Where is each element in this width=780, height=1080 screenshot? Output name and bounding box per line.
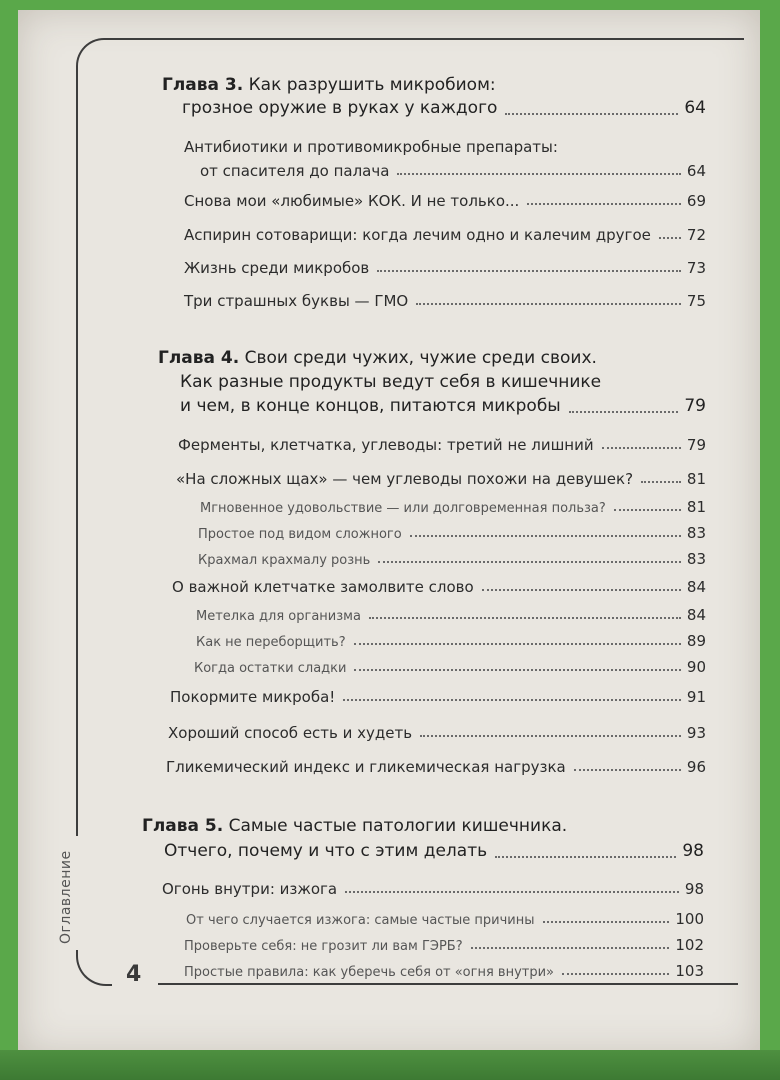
subsection-4-3-1-entry[interactable]	[196, 606, 706, 624]
page-edge	[0, 1050, 780, 1080]
chapter-3-page: 64	[684, 98, 706, 118]
chapter-5-label: Глава 5.	[142, 816, 224, 836]
section-3-2-title: Снова мои «любимые» КОК. И не только...	[184, 192, 520, 210]
section-4-2-page: 81	[686, 470, 706, 488]
leader-dots	[562, 972, 669, 975]
section-3-2-page: 69	[686, 192, 706, 210]
leader-dots	[602, 446, 681, 449]
leader-dots	[416, 302, 681, 305]
section-4-4-title: Покормите микроба!	[170, 688, 336, 706]
chapter-3-entry[interactable]	[182, 97, 706, 120]
leader-dots	[410, 534, 681, 537]
chapter-3-title-line-1: Как разрушить микробиом:	[248, 75, 496, 95]
leader-dots	[345, 890, 679, 893]
leader-dots	[343, 698, 681, 701]
subsection-4-3-3-page: 90	[686, 658, 706, 676]
section-4-3-page: 84	[686, 578, 706, 596]
subsection-4-2-2-entry[interactable]	[198, 524, 706, 542]
subsection-5-1-2-entry[interactable]	[184, 936, 704, 954]
subsection-5-1-1-entry[interactable]	[186, 910, 704, 928]
section-3-5-page: 75	[686, 292, 706, 310]
subsection-4-3-2-title: Как не переборщить?	[196, 635, 346, 650]
chapter-4-page: 79	[684, 396, 706, 416]
section-4-2-entry[interactable]	[176, 470, 706, 488]
section-4-5-title: Хороший способ есть и худеть	[168, 724, 413, 742]
section-4-1-page: 79	[686, 436, 706, 454]
section-4-3-title: О важной клетчатке замолвите слово	[172, 578, 474, 596]
leader-dots	[543, 920, 670, 923]
section-4-1-title: Ферменты, клетчатка, углеводы: третий не лишний	[178, 436, 594, 454]
subsection-4-2-2-title: Простое под видом сложного	[198, 527, 402, 542]
page-number: 4	[126, 962, 142, 987]
leader-dots	[420, 734, 681, 737]
leader-dots	[659, 236, 681, 239]
leader-dots	[482, 588, 681, 591]
section-3-5-title: Три страшных буквы — ГМО	[184, 292, 409, 310]
frame-top-line	[104, 38, 744, 41]
subsection-4-2-1-page: 81	[686, 498, 706, 516]
subsection-5-1-3-title: Простые правила: как уберечь себя от «огня внутри»	[184, 965, 554, 980]
subsection-4-3-1-title: Метелка для организма	[196, 609, 361, 624]
section-5-1-page: 98	[684, 880, 704, 898]
leader-dots	[641, 480, 681, 483]
section-5-1-entry[interactable]	[162, 880, 704, 898]
subsection-4-3-2-page: 89	[686, 632, 706, 650]
subsection-4-3-3-entry[interactable]	[194, 658, 706, 676]
leader-dots	[574, 768, 681, 771]
section-4-3-entry[interactable]	[172, 578, 706, 596]
running-head-label: Оглавление	[58, 850, 74, 944]
leader-dots	[354, 642, 681, 645]
chapter-4-label: Глава 4.	[158, 348, 240, 368]
section-3-1-entry[interactable]	[200, 162, 706, 180]
leader-dots	[569, 410, 679, 413]
section-3-4-entry[interactable]	[184, 259, 706, 277]
section-3-3-page: 72	[686, 226, 706, 244]
section-3-2-entry[interactable]	[184, 192, 706, 210]
section-4-4-page: 91	[686, 688, 706, 706]
subsection-4-2-1-title: Мгновенное удовольствие — или долговременная польза?	[200, 501, 606, 516]
section-3-4-page: 73	[686, 259, 706, 277]
subsection-5-1-1-page: 100	[675, 910, 704, 928]
subsection-4-3-1-page: 84	[686, 606, 706, 624]
chapter-5-title-line-2: Отчего, почему и что с этим делать	[164, 841, 488, 861]
chapter-5-entry[interactable]	[164, 840, 704, 863]
section-4-6-entry[interactable]	[166, 758, 706, 776]
leader-dots	[354, 668, 680, 671]
section-4-5-page: 93	[686, 724, 706, 742]
subsection-4-2-1-entry[interactable]	[200, 498, 706, 516]
subsection-5-1-3-entry[interactable]	[184, 962, 704, 980]
section-4-5-entry[interactable]	[168, 724, 706, 742]
subsection-5-1-3-page: 103	[675, 962, 704, 980]
chapter-4-heading	[158, 347, 597, 370]
leader-dots	[614, 508, 681, 511]
chapter-3-title-line-2: грозное оружие в руках у каждого	[182, 98, 498, 118]
leader-dots	[471, 946, 670, 949]
section-4-2-title: «На сложных щах» — чем углеводы похожи на девушек?	[176, 470, 634, 488]
leader-dots	[495, 855, 676, 858]
subsection-4-2-3-title: Крахмал крахмалу рознь	[198, 553, 371, 568]
subsection-4-2-3-entry[interactable]	[198, 550, 706, 568]
subsection-5-1-2-page: 102	[675, 936, 704, 954]
subsection-4-2-2-page: 83	[686, 524, 706, 542]
section-4-6-title: Гликемический индекс и гликемическая нагрузка	[166, 758, 566, 776]
subsection-4-3-3-title: Когда остатки сладки	[194, 661, 347, 676]
chapter-5-page: 98	[682, 841, 704, 861]
subsection-4-2-3-page: 83	[686, 550, 706, 568]
section-3-5-entry[interactable]	[184, 292, 706, 310]
leader-dots	[377, 269, 681, 272]
subsection-4-3-2-entry[interactable]	[196, 632, 706, 650]
section-5-1-title: Огонь внутри: изжога	[162, 880, 338, 898]
leader-dots	[378, 560, 681, 563]
section-3-1-page: 64	[686, 162, 706, 180]
chapter-4-title-line-3: и чем, в конце концов, питаются микробы	[180, 396, 561, 416]
subsection-5-1-2-title: Проверьте себя: не грозит ли вам ГЭРБ?	[184, 939, 463, 954]
section-3-1-line-1: Антибиотики и противомикробные препараты:	[184, 138, 558, 156]
section-3-3-entry[interactable]	[184, 226, 706, 244]
chapter-4-entry[interactable]	[180, 395, 706, 418]
section-4-1-entry[interactable]	[178, 436, 706, 454]
leader-dots	[369, 616, 681, 619]
leader-dots	[505, 112, 678, 115]
chapter-4-title-line-1: Свои среди чужих, чужие среди своих.	[244, 348, 597, 368]
section-4-6-page: 96	[686, 758, 706, 776]
chapter-3-heading	[162, 74, 496, 97]
chapter-3-label: Глава 3.	[162, 75, 244, 95]
section-4-4-entry[interactable]	[170, 688, 706, 706]
frame-left-line	[76, 66, 78, 836]
chapter-4-title-line-2: Как разные продукты ведут себя в кишечнике	[180, 372, 602, 392]
leader-dots	[527, 202, 681, 205]
chapter-5-heading	[142, 815, 567, 838]
section-3-4-title: Жизнь среди микробов	[184, 259, 370, 277]
section-3-3-title: Аспирин сотоварищи: когда лечим одно и калечим другое	[184, 226, 651, 244]
subsection-5-1-1-title: От чего случается изжога: самые частые причины	[186, 913, 535, 928]
leader-dots	[397, 172, 680, 175]
chapter-5-title-line-1: Самые частые патологии кишечника.	[228, 816, 568, 836]
section-3-1-line-2: от спасителя до палача	[200, 162, 390, 180]
frame-bottom-line	[158, 983, 738, 985]
